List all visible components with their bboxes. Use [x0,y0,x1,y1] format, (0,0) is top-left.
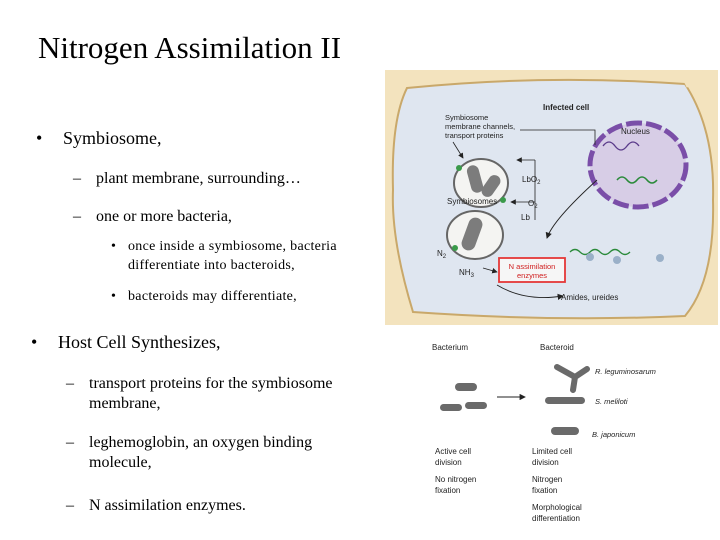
enzymes-label-1: N assimilation [508,262,556,271]
bacterium-shape [465,402,487,409]
amides-label: Amides, ureides [561,293,619,302]
bullet-dash: – [66,497,74,514]
fixation-label-2: fixation [532,486,558,495]
infected-cell-label: Infected cell [543,103,590,112]
bacterium-label: Bacterium [432,343,469,352]
bacteroid-shape [557,367,587,390]
o2-label: $O_2$ [528,199,538,210]
lb-label: Lb [521,213,530,222]
active-division-label-2: division [435,458,462,467]
symbiosome-2 [447,211,503,259]
n2-label: $N_2$ [437,249,447,260]
bacteroid-shape [551,427,579,435]
slide-title: Nitrogen Assimilation II [38,30,342,65]
channels-label-1: Symbiosome [445,113,489,122]
bullet-leghemoglobin-cont: molecule, [89,454,152,471]
bullet-bacteria: one or more bacteria, [96,208,232,225]
nucleus-label: Nucleus [621,127,650,136]
nh3-label: $NH_3$ [459,268,474,279]
bullet-symbiosome: Symbiosome, [63,128,162,148]
species-r-leguminosarum: R. leguminosarum [595,367,656,376]
bullet-host-cell: Host Cell Synthesizes, [58,332,221,352]
bullet-dot: • [36,128,43,148]
bacterium-shape [440,404,462,411]
nodule-cell-figure [385,70,718,530]
bullet-dot-small: • [111,239,117,254]
symbiosomes-label: Symbiosomes [447,197,498,206]
no-fixation-label-1: No nitrogen [435,475,477,484]
limited-division-label-1: Limited cell [532,447,573,456]
enzymes-label-2: enzymes [516,271,548,280]
no-fixation-label-2: fixation [435,486,461,495]
species-b-japonicum: B. japonicum [592,430,636,439]
limited-division-label-2: division [532,458,559,467]
bacteroid-shape [545,397,585,404]
bacteroid-label: Bacteroid [540,343,574,352]
bullet-bacteroids-differentiate: bacteroids may differentiate, [128,289,297,304]
bullet-dot-small: • [111,289,117,304]
bullet-once-inside: once inside a symbiosome, bacteria [128,239,337,254]
channels-label-2: membrane channels, [445,122,516,131]
channels-label-3: transport proteins [445,131,504,140]
morphological-label-2: differentiation [532,514,580,523]
species-s-meliloti: S. meliloti [595,397,628,406]
bullet-transport-proteins: transport proteins for the symbiosome [89,375,333,392]
bullet-dash: – [73,170,81,187]
bullet-leghemoglobin: leghemoglobin, an oxygen binding [89,434,313,451]
bullet-dash: – [66,434,74,451]
bacterium-shape [455,383,477,391]
bullet-dot: • [31,332,38,352]
bullet-dash: – [66,375,74,392]
bullet-n-assimilation: N assimilation enzymes. [89,497,246,514]
morphological-label-1: Morphological [532,503,582,512]
bullet-transport-proteins-cont: membrane, [89,395,161,412]
bullet-once-inside-cont: differentiate into bacteroids, [128,258,295,273]
infected-cell-panel [385,70,718,325]
bullet-dash: – [73,208,81,225]
bullet-plant-membrane: plant membrane, surrounding… [96,170,301,187]
active-division-label-1: Active cell [435,447,472,456]
fixation-label-1: Nitrogen [532,475,563,484]
differentiation-panel [432,343,656,523]
lbo2-label: LbO$_2$ [522,175,541,186]
